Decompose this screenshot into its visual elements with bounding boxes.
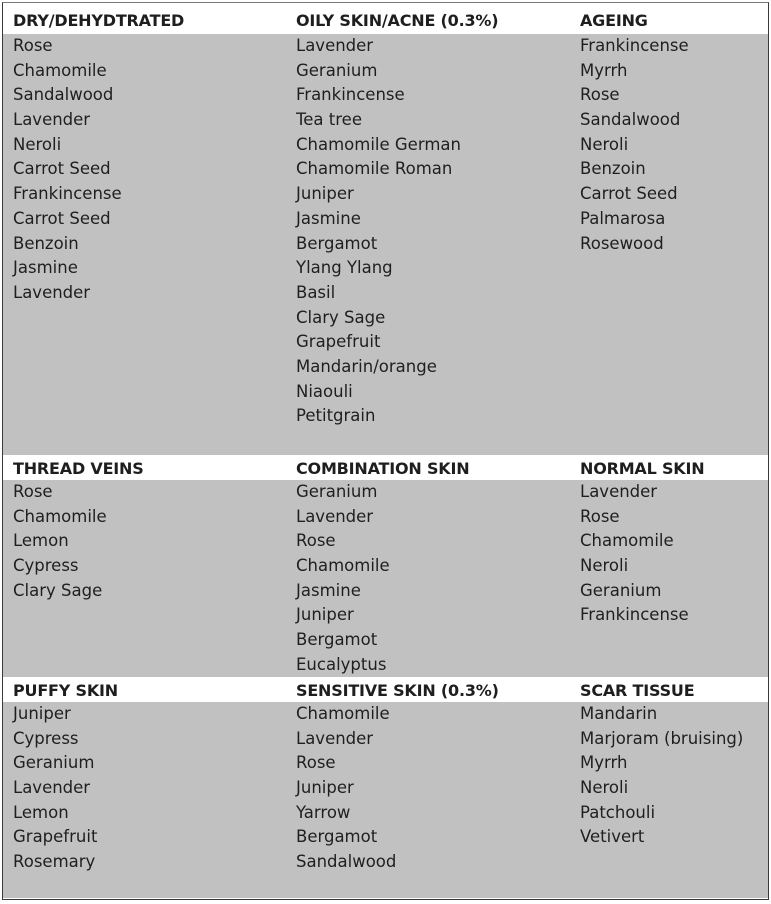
section-title-dry-dehydrated: DRY/DEHYDTRATED xyxy=(13,11,185,30)
oil-item: Chamomile xyxy=(580,531,674,551)
oil-item: Juniper xyxy=(296,778,354,798)
table-header-row xyxy=(3,677,768,704)
oil-item: Chamomile German xyxy=(296,134,461,154)
oil-item: Benzoin xyxy=(13,233,79,253)
oil-item: Neroli xyxy=(580,556,629,576)
oil-item: Bergamot xyxy=(296,233,378,253)
oil-item: Ylang Ylang xyxy=(296,258,393,278)
oil-item: Chamomile xyxy=(13,60,107,80)
oil-item: Frankincense xyxy=(296,85,405,105)
oil-item: Juniper xyxy=(296,184,354,204)
oil-item: Benzoin xyxy=(580,159,646,179)
oil-list-thread-veins xyxy=(13,480,283,603)
table-header-row xyxy=(3,7,768,34)
oil-item: Sandalwood xyxy=(296,852,397,872)
oil-item: Tea tree xyxy=(296,110,362,130)
oil-item: Neroli xyxy=(13,134,62,154)
oil-item: Cypress xyxy=(13,556,79,576)
oil-item: Rose xyxy=(580,85,620,105)
oil-item: Vetivert xyxy=(580,827,645,847)
section-title-oily-skin-acne: OILY SKIN/ACNE (0.3%) xyxy=(296,11,499,30)
oil-item: Chamomile Roman xyxy=(296,159,453,179)
essential-oils-table xyxy=(2,2,769,900)
oil-item: Neroli xyxy=(580,134,629,154)
oil-item: Carrot Seed xyxy=(13,159,111,179)
oil-item: Lemon xyxy=(13,531,69,551)
oil-item: Lavender xyxy=(296,36,374,55)
oil-item: Juniper xyxy=(13,704,71,723)
oil-item: Frankincense xyxy=(13,184,122,204)
oil-list-dry-dehydrated xyxy=(13,34,283,306)
oil-item: Myrrh xyxy=(580,60,628,80)
oil-item: Basil xyxy=(296,282,336,302)
oil-item: Juniper xyxy=(296,605,354,625)
oil-item: Lavender xyxy=(13,282,91,302)
oil-item: Rose xyxy=(13,482,53,501)
oil-item: Chamomile xyxy=(296,556,390,576)
oil-item: Marjoram (bruising) xyxy=(580,728,744,748)
oil-item: Palmarosa xyxy=(580,208,666,228)
section-title-normal-skin: NORMAL SKIN xyxy=(580,459,705,478)
oil-item: Jasmine xyxy=(296,580,361,600)
oil-item: Bergamot xyxy=(296,827,378,847)
oil-item: Niaouli xyxy=(296,381,353,401)
oil-item: Chamomile xyxy=(13,506,107,526)
oil-list-puffy-skin xyxy=(13,702,283,875)
oil-item: Rose xyxy=(13,36,53,55)
oil-item: Lavender xyxy=(13,110,91,130)
table-body-row xyxy=(3,702,768,898)
oil-list-sensitive-skin xyxy=(296,702,566,875)
table-header-row xyxy=(3,455,768,482)
oil-list-combination-skin xyxy=(296,480,566,678)
section-title-sensitive-skin: SENSITIVE SKIN (0.3%) xyxy=(296,681,499,700)
oil-item: Rose xyxy=(296,531,336,551)
section-title-ageing: AGEING xyxy=(580,11,648,30)
oil-item: Petitgrain xyxy=(296,406,376,426)
oil-item: Geranium xyxy=(13,753,95,773)
oil-item: Yarrow xyxy=(296,802,351,822)
oil-item: Geranium xyxy=(296,482,378,501)
table-body-row xyxy=(3,34,768,455)
oil-item: Patchouli xyxy=(580,802,656,822)
oil-item: Geranium xyxy=(580,580,662,600)
oil-item: Neroli xyxy=(580,778,629,798)
oil-item: Bergamot xyxy=(296,630,378,650)
oil-list-scar-tissue xyxy=(580,702,768,850)
oil-item: Rosemary xyxy=(13,852,96,872)
oil-list-ageing xyxy=(580,34,768,256)
oil-item: Lavender xyxy=(580,482,658,501)
oil-item: Lemon xyxy=(13,802,69,822)
oil-item: Myrrh xyxy=(580,753,628,773)
table-body-row xyxy=(3,480,768,677)
section-title-combination-skin: COMBINATION SKIN xyxy=(296,459,470,478)
oil-item: Eucalyptus xyxy=(296,654,387,674)
oil-item: Lavender xyxy=(296,506,374,526)
oil-item: Cypress xyxy=(13,728,79,748)
oil-item: Carrot Seed xyxy=(13,208,111,228)
oil-item: Rosewood xyxy=(580,233,664,253)
section-title-thread-veins: THREAD VEINS xyxy=(13,459,144,478)
oil-item: Rose xyxy=(296,753,336,773)
oil-item: Grapefruit xyxy=(13,827,98,847)
oil-item: Frankincense xyxy=(580,605,689,625)
oil-item: Geranium xyxy=(296,60,378,80)
oil-item: Clary Sage xyxy=(296,307,386,327)
oil-item: Chamomile xyxy=(296,704,390,723)
oil-item: Jasmine xyxy=(296,208,361,228)
oil-list-oily-skin-acne xyxy=(296,34,566,429)
oil-item: Sandalwood xyxy=(580,110,681,130)
oil-item: Lavender xyxy=(13,778,91,798)
oil-item: Carrot Seed xyxy=(580,184,678,204)
section-title-scar-tissue: SCAR TISSUE xyxy=(580,681,695,700)
oil-item: Mandarin/orange xyxy=(296,356,437,376)
oil-item: Sandalwood xyxy=(13,85,114,105)
oil-item: Frankincense xyxy=(580,36,689,55)
section-title-puffy-skin: PUFFY SKIN xyxy=(13,681,119,700)
oil-item: Lavender xyxy=(296,728,374,748)
oil-item: Grapefruit xyxy=(296,332,381,352)
oil-item: Clary Sage xyxy=(13,580,103,600)
oil-item: Rose xyxy=(580,506,620,526)
oil-list-normal-skin xyxy=(580,480,768,628)
oil-item: Jasmine xyxy=(13,258,78,278)
oil-item: Mandarin xyxy=(580,704,658,723)
